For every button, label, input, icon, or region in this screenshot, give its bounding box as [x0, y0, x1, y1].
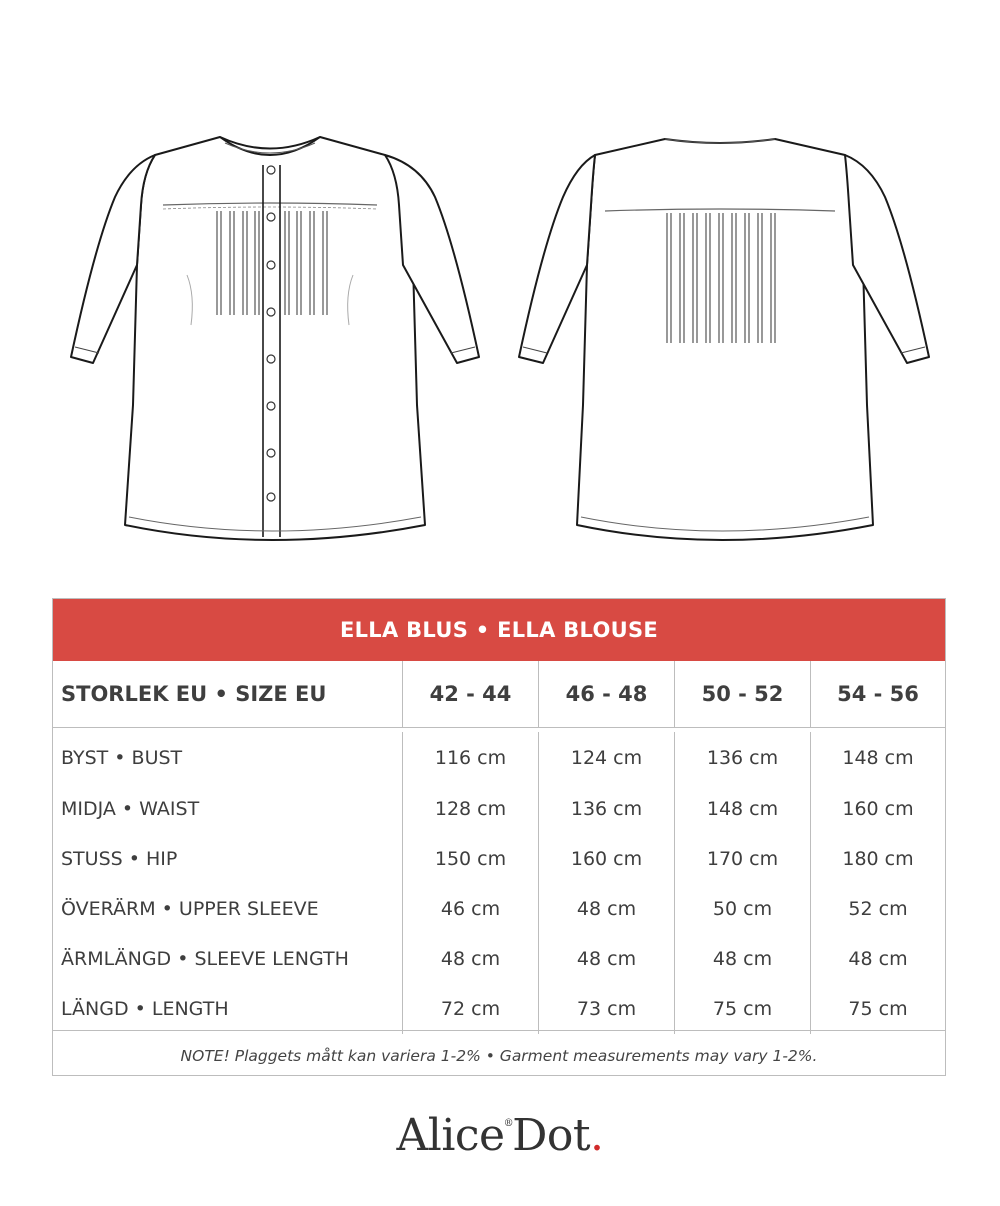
table-row-bust [53, 732, 945, 784]
table-cell: 48 cm [538, 934, 674, 984]
row-label: STUSS • HIP [61, 848, 178, 870]
header-size-42-44: 42 - 44 [402, 661, 538, 727]
table-header-row [53, 661, 945, 728]
row-label: BYST • BUST [61, 747, 183, 769]
alicedot-logo [360, 1110, 640, 1161]
table-cell: 160 cm [538, 834, 674, 884]
table-cell: 50 cm [674, 884, 810, 934]
row-label: ÖVERÄRM • UPPER SLEEVE [61, 898, 319, 920]
table-cell: 48 cm [538, 884, 674, 934]
table-row-upper-sleeve [53, 884, 945, 934]
table-cell: 73 cm [538, 984, 674, 1034]
table-cell: 46 cm [402, 884, 538, 934]
table-cell: 72 cm [402, 984, 538, 1034]
blouse-back-illustration [505, 125, 935, 555]
table-cell: 52 cm [810, 884, 945, 934]
table-cell: 136 cm [674, 732, 810, 784]
row-label: MIDJA • WAIST [61, 798, 200, 820]
table-row-hip [53, 834, 945, 884]
table-cell: 180 cm [810, 834, 945, 884]
table-cell: 124 cm [538, 732, 674, 784]
table-cell: 48 cm [674, 934, 810, 984]
table-cell: 148 cm [674, 784, 810, 834]
size-chart-table [52, 598, 946, 1076]
garment-illustrations [55, 125, 935, 555]
table-cell: 48 cm [402, 934, 538, 984]
header-size-46-48: 46 - 48 [538, 661, 674, 727]
logo-red-dot: . [590, 1110, 604, 1161]
table-row-length [53, 984, 945, 1034]
table-cell: 160 cm [810, 784, 945, 834]
table-cell: 136 cm [538, 784, 674, 834]
row-label: LÄNGD • LENGTH [61, 998, 229, 1020]
table-cell: 148 cm [810, 732, 945, 784]
table-cell: 128 cm [402, 784, 538, 834]
logo-text-dot: Dot [512, 1110, 591, 1161]
logo-text-alice: Alice [396, 1110, 505, 1161]
row-label: ÄRMLÄNGD • SLEEVE LENGTH [61, 948, 349, 970]
header-size-label: STORLEK EU • SIZE EU [61, 682, 327, 706]
table-row-sleeve-length [53, 934, 945, 984]
table-body [53, 732, 945, 1030]
table-cell: 116 cm [402, 732, 538, 784]
header-size-50-52: 50 - 52 [674, 661, 810, 727]
table-cell: 75 cm [674, 984, 810, 1034]
table-title: ELLA BLUS • ELLA BLOUSE [53, 599, 945, 661]
table-cell: 48 cm [810, 934, 945, 984]
table-cell: 170 cm [674, 834, 810, 884]
table-note: NOTE! Plaggets mått kan variera 1-2% • Garment measurements may vary 1-2%. [53, 1030, 945, 1081]
table-cell: 150 cm [402, 834, 538, 884]
table-cell: 75 cm [810, 984, 945, 1034]
table-row-waist [53, 784, 945, 834]
registered-mark: ® [503, 1118, 514, 1129]
blouse-front-illustration [55, 125, 485, 555]
header-size-54-56: 54 - 56 [810, 661, 945, 727]
